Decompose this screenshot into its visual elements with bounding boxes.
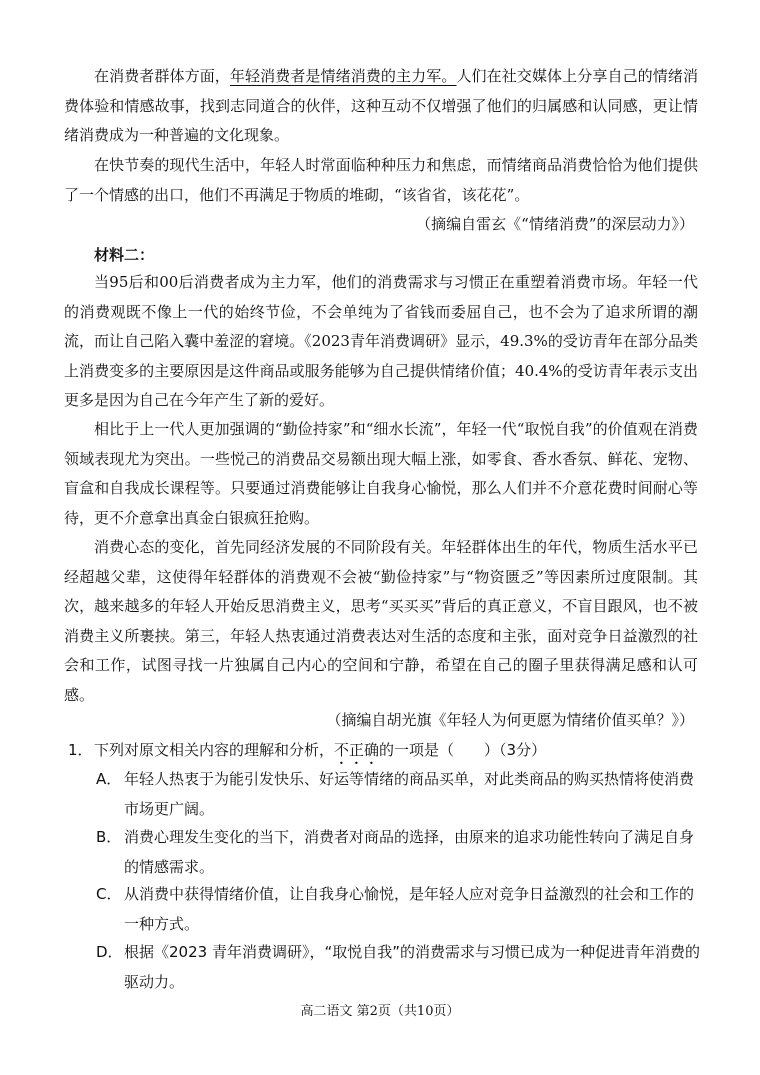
underlined-sentence: 年轻消费者是情绪消费的主力军。 [229,67,457,85]
page-footer: 高二语文 第2页（共10页） [300,1004,460,1019]
paragraph-text: 人们在社交媒体上分享自己的情绪消费体验和情感故事，找到志同道合的伙伴，这种互动不仅增强了他们的归属感和认同感，更让情绪消费成为一种普遍的文化现象。 [64,67,698,144]
question-1-stem [68,736,704,768]
option-letter: D． [96,943,123,961]
question-number: 1． [68,741,93,759]
option-letter: B． [96,828,122,846]
option-text: 消费心理发生变化的当下，消费者对商品的选择，由原来的追求功能性转向了满足自身的情感需求。 [124,828,695,876]
question-text: 下列对原文相关内容的理解和分析， [94,741,335,759]
option-c [96,880,704,939]
option-letter: C． [96,885,122,903]
option-d [96,938,704,997]
option-text: 根据《2023 青年消费调研》，“取悦自我”的消费需求与习惯已成为一种促进青年消费的驱动力。 [124,943,700,991]
paragraph-text: 在消费者群体方面， [94,67,230,85]
paragraph-material2-3: 消费心态的变化，首先同经济发展的不同阶段有关。年轻群体出生的年代，物质生活水平已经超越父辈，这使得年轻群体的消费观不会被“勤俭持家”与“物资匮乏”等因素所过度限制。其次，越来越多的年轻人开始反思消费主义，思考“买买买”背后的真正意义，不盲目跟风，也不被消费主义所裹挟。第三，年轻人热衷通过消费表达对生活的态度和主张，面对竞争日益激烈的社会和工作，试图寻找一片独属自己内心的空间和宁静，希望在自己的圈子里获得满足感和认可感。 [64,538,698,704]
option-text: 年轻人热衷于为能引发快乐、好运等情绪的商品买单，对此类商品的购买热情将使消费市场更广阔。 [124,770,695,818]
source-citation-1: （摘编自雷玄《“情绪消费”的深层动力》） [416,215,694,233]
question-text: 的一项是（ ）（3分） [379,741,547,759]
emphasized-text: 不正确 [334,741,380,759]
option-text: 从消费中获得情绪价值，让自我身心愉悦，是年轻人应对竞争日益激烈的社会和工作的一种方式。 [124,885,695,933]
material-two-heading: 材料二： [94,246,155,264]
paragraph-material2-2: 相比于上一代人更加强调的“勤俭持家”和“细水长流”，年轻一代“取悦自我”的价值观在消费领域表现尤为突出。一些悦己的消费品交易额出现大幅上涨，如零食、香水香氛、鲜花、宠物、盲盒和自我成长课程等。只要通过消费能够让自我身心愉悦，那么人们并不介意花费时间耐心等待，更不介意拿出真金白银疯狂抢购。 [64,420,698,527]
option-a [96,765,704,824]
option-letter: A． [96,770,122,788]
source-citation-2: （摘编自胡光旗《年轻人为何更愿为情绪价值买单？》） [326,711,694,729]
paragraph-material2-1: 当95后和00后消费者成为主力军，他们的消费需求与习惯正在重塑着消费市场。年轻一代的消费观既不像上一代的始终节俭，不会单纯为了省钱而委屈自己，也不会为了追求所谓的潮流，而让自己陷入囊中羞涩的窘境。《2023青年消费调研》显示，49.3%的受访青年在部分品类上消费变多的主要原因是这件商品或服务能够为自己提供情绪价值；40.4%的受访青年表示支出更多是因为自己在今年产生了新的爱好。 [64,273,698,409]
option-b [96,823,704,882]
paragraph-fast-paced-life: 在快节奏的现代生活中，年轻人时常面临种种压力和焦虑，而情绪商品消费恰恰为他们提供了一个情感的出口，他们不再满足于物质的堆砌，“该省省，该花花”。 [64,156,698,204]
paragraph-consumer-group [64,62,698,151]
